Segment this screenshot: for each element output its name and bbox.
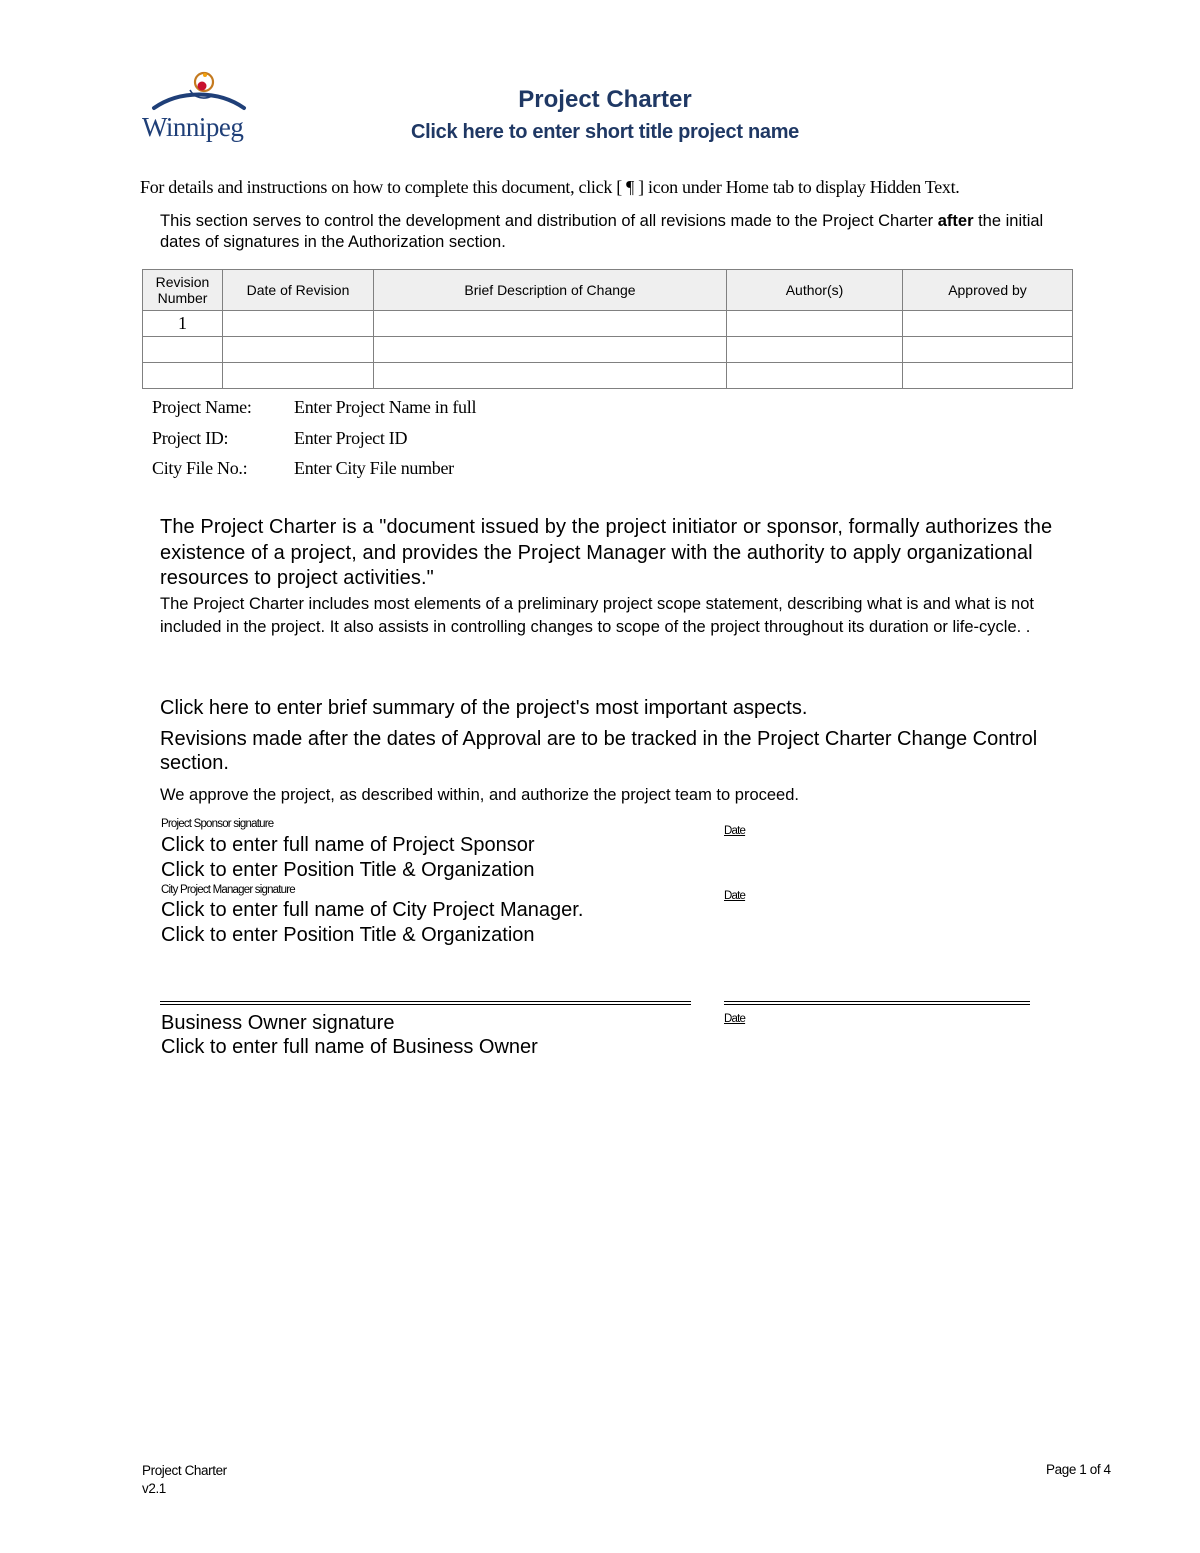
city-pm-position-field[interactable]: Click to enter Position Title & Organization (161, 924, 535, 946)
business-owner-signature-line (160, 1001, 691, 1005)
table-cell[interactable] (903, 363, 1073, 389)
charter-definition-quote: The Project Charter is a "document issued by the project initiator or sponsor, formally authorizes the existence of a project, and provides the Project Manager with the authority to apply organizational resources to project activities." (160, 516, 1053, 589)
city-file-no-label: City File No.: (152, 458, 248, 478)
table-cell[interactable] (223, 363, 374, 389)
table-cell[interactable] (727, 337, 903, 363)
business-owner-name-field[interactable]: Click to enter full name of Business Owner (161, 1036, 538, 1058)
city-pm-date-label: Date (724, 890, 746, 902)
table-cell[interactable] (903, 337, 1073, 363)
sponsor-position-field[interactable]: Click to enter Position Title & Organization (161, 859, 535, 881)
project-name-field[interactable]: Enter Project Name in full (294, 397, 477, 417)
table-cell[interactable] (374, 363, 727, 389)
table-cell[interactable] (727, 363, 903, 389)
table-cell[interactable] (223, 337, 374, 363)
sponsor-name-field[interactable]: Click to enter full name of Project Sponsor (161, 834, 535, 856)
intro-text-part2: the initial dates of signatures in the Authorization section. (160, 212, 1044, 251)
document-title: Project Charter (518, 86, 692, 113)
charter-scope-text: The Project Charter includes most elements of a preliminary project scope statement, describing what is and what is not included in the project. It also assists in controlling changes to scope of the project throughout its duration or life-cycle. . (160, 595, 1034, 636)
column-header-approved-by: Approved by (903, 270, 1073, 311)
logo-wordmark: Winnipeg (142, 112, 244, 142)
table-header-row (143, 270, 1073, 311)
project-id-label: Project ID: (152, 428, 229, 448)
footer-page-number: Page 1 of 4 (1046, 1462, 1111, 1477)
column-header-date-of-revision: Date of Revision (223, 270, 374, 311)
project-id-field[interactable]: Enter Project ID (294, 428, 408, 448)
table-cell[interactable] (374, 337, 727, 363)
city-pm-signature-label: City Project Manager signature (161, 884, 295, 896)
business-owner-date-label: Date (724, 1013, 746, 1025)
project-name-label: Project Name: (152, 397, 252, 417)
table-cell[interactable] (223, 311, 374, 337)
city-file-no-field[interactable]: Enter City File number (294, 458, 454, 478)
instructions-text: For details and instructions on how to complete this document, click [ ¶ ] icon under Home tab to display Hidden Text. (140, 177, 960, 197)
revision-table (142, 269, 1073, 389)
intro-text-part1: This section serves to control the development and distribution of all revisions made to the Project Charter (160, 212, 938, 230)
column-header-description: Brief Description of Change (374, 270, 727, 311)
sponsor-signature-label: Project Sponsor signature (161, 818, 274, 830)
approval-statement: We approve the project, as described within, and authorize the project team to proceed. (160, 786, 799, 804)
project-short-title-field[interactable]: Click here to enter short title project name (410, 121, 799, 143)
city-pm-name-field[interactable]: Click to enter full name of City Project Manager. (161, 899, 584, 921)
footer-left (142, 1462, 227, 1498)
sponsor-date-label: Date (724, 825, 746, 837)
table-cell[interactable] (727, 311, 903, 337)
revisions-note: Revisions made after the dates of Approval are to be tracked in the Project Charter Change Control section. (160, 728, 1038, 774)
table-cell[interactable] (143, 337, 223, 363)
table-cell[interactable] (374, 311, 727, 337)
column-header-authors: Author(s) (727, 270, 903, 311)
table-row (143, 363, 1073, 389)
business-owner-date-line (724, 1001, 1030, 1005)
change-control-intro (160, 211, 1080, 253)
table-cell[interactable]: 1 (143, 311, 223, 337)
business-owner-signature-label: Business Owner signature (161, 1012, 395, 1034)
table-cell[interactable] (143, 363, 223, 389)
footer-doc-name: Project Charter (142, 1463, 227, 1478)
table-row (143, 337, 1073, 363)
footer-version: v2.1 (142, 1481, 166, 1496)
intro-text-bold: after (937, 212, 974, 230)
column-header-revision-number: Revision Number (143, 270, 223, 311)
project-summary-field[interactable]: Click here to enter brief summary of the project's most important aspects. (160, 697, 808, 719)
table-cell[interactable] (903, 311, 1073, 337)
table-row (143, 311, 1073, 337)
